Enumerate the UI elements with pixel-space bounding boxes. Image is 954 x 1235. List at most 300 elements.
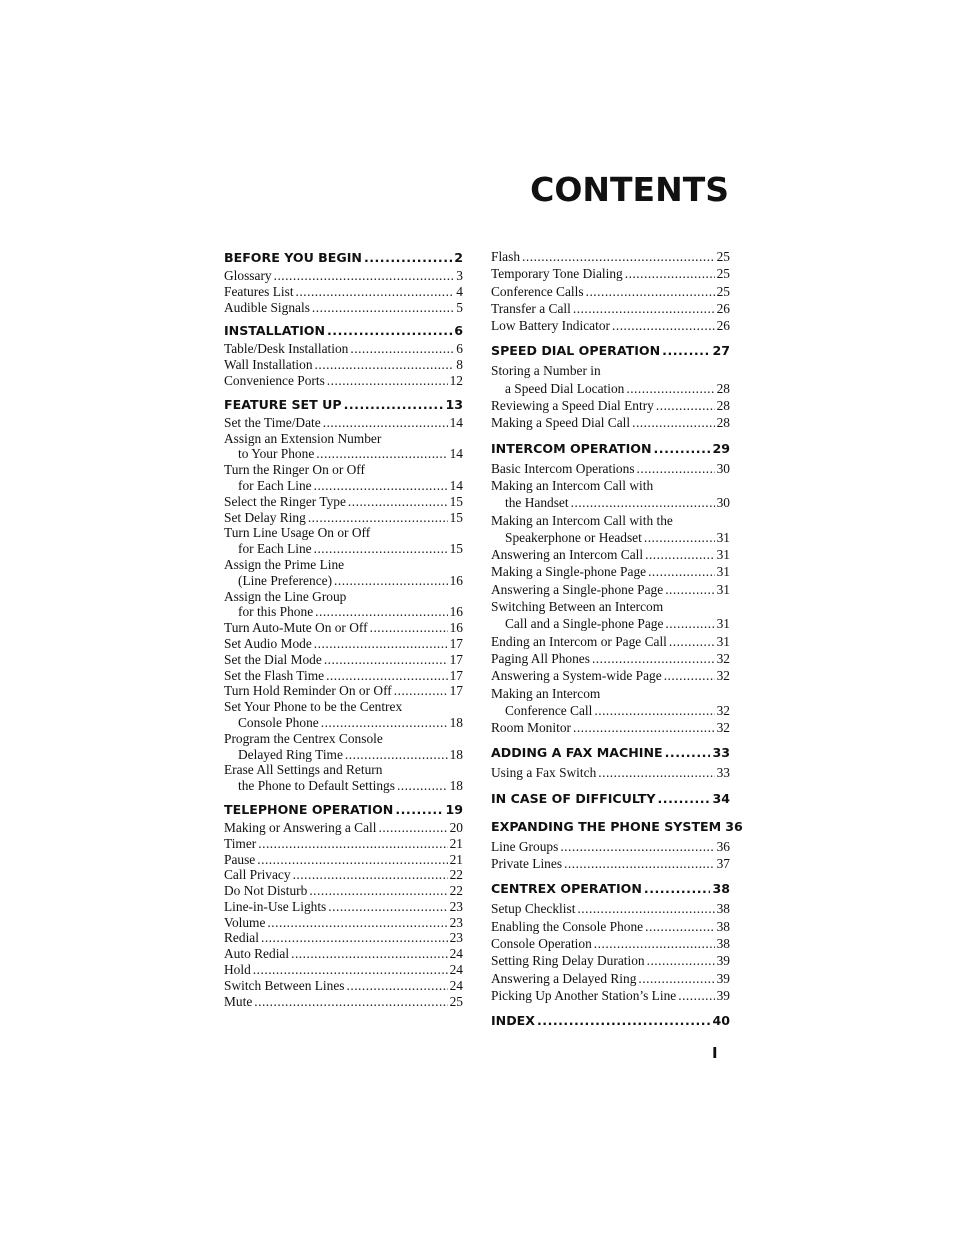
toc-section-heading[interactable] — [491, 742, 730, 764]
entry-label: Room Monitor — [491, 720, 571, 736]
entry-page-number: 24 — [449, 962, 463, 978]
toc-entry[interactable] — [224, 978, 463, 994]
entry-label: a Speed Dial Location — [505, 380, 625, 396]
toc-section-heading[interactable] — [224, 248, 463, 268]
dot-leader — [314, 541, 448, 557]
toc-entry-line[interactable]: Assign the Prime Line — [224, 556, 345, 572]
toc-entry[interactable] — [224, 778, 463, 794]
dot-leader — [632, 414, 715, 431]
entry-label: Set the Flash Time — [224, 667, 325, 683]
dot-leader — [571, 494, 715, 511]
toc-section — [491, 1010, 730, 1032]
entry-page-number: 18 — [449, 714, 463, 730]
entry-page-number: 24 — [449, 977, 463, 993]
entry-label: Low Battery Indicator — [491, 318, 610, 334]
entry-page-number: 23 — [449, 914, 463, 930]
entry-label: Making or Answering a Call — [224, 819, 377, 835]
dot-leader — [394, 683, 448, 699]
entry-page-number: 14 — [449, 477, 463, 493]
toc-section-heading[interactable] — [491, 816, 743, 838]
toc-section — [224, 395, 463, 794]
entry-page-number: 14 — [449, 414, 463, 430]
section-title: INDEX — [491, 1013, 535, 1029]
dot-leader — [261, 930, 448, 946]
entry-label: Table/Desk Installation — [224, 341, 349, 357]
toc-entry-line[interactable]: Assign an Extension Number — [224, 430, 382, 446]
entry-label: for Each Line — [238, 541, 312, 557]
dot-leader — [638, 970, 714, 987]
toc-section — [491, 340, 730, 431]
entry-label: Set Delay Ring — [224, 509, 306, 525]
entry-label: Pause — [224, 851, 256, 867]
entry-page-number: 31 — [716, 547, 730, 563]
toc-entry[interactable] — [224, 899, 463, 915]
dot-leader — [397, 778, 448, 794]
section-page-number: 2 — [454, 250, 463, 265]
entry-page-number: 32 — [716, 668, 730, 684]
toc-entry[interactable] — [224, 620, 463, 636]
section-title: INTERCOM OPERATION — [491, 440, 652, 456]
toc-entry-line[interactable]: Program the Centrex Console — [224, 730, 383, 746]
dot-leader — [560, 838, 714, 855]
toc-section — [491, 742, 730, 781]
section-title: CENTREX OPERATION — [491, 881, 642, 897]
section-page-number: 36 — [725, 818, 743, 834]
dot-leader — [314, 478, 448, 494]
toc-section — [224, 800, 463, 1010]
toc-entry[interactable] — [491, 719, 730, 736]
dot-leader — [656, 397, 715, 414]
dot-leader — [645, 918, 714, 935]
entry-label: Line Groups — [491, 838, 559, 854]
dot-leader — [291, 946, 448, 962]
entry-page-number: 31 — [716, 633, 730, 649]
toc-entry[interactable] — [224, 510, 463, 526]
toc-entry[interactable] — [491, 563, 730, 580]
toc-entry[interactable] — [491, 855, 730, 872]
section-title: INSTALLATION — [224, 323, 325, 339]
dot-leader — [598, 764, 714, 781]
dot-leader — [662, 340, 710, 362]
toc-entry[interactable] — [224, 852, 463, 868]
dot-leader — [378, 820, 447, 836]
entry-label: (Line Preference) — [238, 572, 333, 588]
toc-entry[interactable] — [224, 668, 463, 684]
dot-leader — [665, 615, 714, 632]
toc-entry[interactable] — [224, 836, 463, 852]
dot-leader — [537, 1010, 710, 1032]
toc-entry[interactable] — [491, 317, 730, 334]
entry-page-number: 15 — [449, 541, 463, 557]
dot-leader — [309, 883, 447, 899]
entry-page-number: 25 — [716, 266, 730, 282]
toc-section-heading[interactable] — [491, 878, 730, 900]
toc-entry[interactable] — [224, 300, 463, 316]
dot-leader — [573, 300, 715, 317]
entry-label: Turn Auto-Mute On or Off — [224, 620, 368, 636]
entry-label: Line-in-Use Lights — [224, 898, 327, 914]
entry-page-number: 31 — [716, 581, 730, 597]
entry-page-number: 17 — [449, 635, 463, 651]
entry-page-number: 38 — [716, 935, 730, 951]
dot-leader — [626, 380, 714, 397]
entry-label: Using a Fax Switch — [491, 765, 597, 781]
toc-entry[interactable] — [224, 478, 463, 494]
toc-section — [491, 248, 730, 334]
toc-entry[interactable] — [224, 604, 463, 620]
toc-entry-line[interactable]: Erase All Settings and Return — [224, 762, 383, 778]
toc-entry[interactable] — [491, 529, 730, 546]
entry-page-number: 8 — [456, 357, 463, 373]
toc-entry[interactable] — [491, 300, 730, 317]
toc-entry[interactable] — [491, 764, 730, 781]
entry-page-number: 12 — [449, 372, 463, 388]
toc-entry[interactable] — [224, 357, 463, 373]
dot-leader — [625, 265, 715, 282]
section-title: FEATURE SET UP — [224, 396, 342, 412]
toc-entry[interactable] — [491, 702, 730, 719]
entry-label: Glossary — [224, 268, 272, 283]
entry-page-number: 25 — [716, 283, 730, 299]
dot-leader — [314, 636, 448, 652]
entry-page-number: 32 — [716, 650, 730, 666]
entry-page-number: 4 — [456, 283, 463, 299]
dot-leader — [658, 788, 711, 810]
entry-label: Do Not Disturb — [224, 883, 308, 899]
page-title: CONTENTS — [530, 170, 729, 209]
section-title: BEFORE YOU BEGIN — [224, 250, 362, 265]
entry-page-number: 17 — [449, 683, 463, 699]
toc-entry[interactable] — [224, 652, 463, 668]
dot-leader — [344, 395, 444, 415]
dot-leader — [395, 800, 443, 820]
entry-label: Flash — [491, 249, 521, 264]
entry-label: Set Audio Mode — [224, 635, 312, 651]
entry-label: Answering an Intercom Call — [491, 547, 644, 563]
toc-entry[interactable] — [491, 633, 730, 650]
toc-section-heading[interactable] — [491, 340, 730, 362]
entry-page-number: 14 — [449, 446, 463, 462]
toc-entry[interactable] — [491, 414, 730, 431]
entry-label: Delayed Ring Time — [238, 746, 343, 762]
dot-leader — [254, 994, 447, 1010]
dot-leader — [327, 373, 448, 389]
entry-page-number: 28 — [716, 380, 730, 396]
entry-label: Wall Installation — [224, 357, 313, 373]
toc-entry[interactable] — [224, 341, 463, 357]
entry-page-number: 28 — [716, 415, 730, 431]
toc-entry[interactable] — [224, 946, 463, 962]
entry-label: Temporary Tone Dialing — [491, 266, 623, 282]
section-title: SPEED DIAL OPERATION — [491, 343, 661, 359]
entry-page-number: 16 — [449, 572, 463, 588]
entry-page-number: 16 — [449, 620, 463, 636]
dot-leader — [577, 900, 714, 917]
dot-leader — [323, 415, 448, 431]
entry-label: Convenience Ports — [224, 372, 325, 388]
entry-page-number: 32 — [716, 720, 730, 736]
entry-label: Making a Single-phone Page — [491, 564, 647, 580]
section-page-number: 27 — [712, 343, 730, 359]
toc-entry[interactable] — [491, 935, 730, 952]
entry-page-number: 15 — [449, 509, 463, 525]
toc-section-heading[interactable] — [224, 395, 463, 415]
entry-label: for Each Line — [238, 477, 312, 493]
entry-page-number: 17 — [449, 651, 463, 667]
toc-entry[interactable] — [491, 283, 730, 300]
section-title: IN CASE OF DIFFICULTY — [491, 790, 656, 806]
dot-leader — [308, 510, 448, 526]
toc-entry[interactable] — [491, 918, 730, 935]
toc-entry[interactable] — [224, 573, 463, 589]
toc-section-heading[interactable] — [491, 788, 730, 810]
dot-leader — [647, 952, 715, 969]
entry-label: Audible Signals — [224, 299, 310, 315]
toc-entry[interactable] — [224, 683, 463, 699]
dot-leader — [334, 573, 448, 589]
section-page-number: 38 — [712, 881, 730, 897]
entry-page-number: 20 — [449, 819, 463, 835]
toc-entry-line[interactable]: Switching Between an Intercom — [491, 599, 664, 615]
dot-leader — [573, 719, 715, 736]
dot-leader — [637, 460, 715, 477]
dot-leader — [645, 546, 715, 563]
toc-entry[interactable] — [224, 915, 463, 931]
entry-label: the Handset — [505, 495, 569, 511]
toc-entry[interactable] — [224, 820, 463, 836]
toc-section — [224, 321, 463, 388]
entry-page-number: 24 — [449, 946, 463, 962]
entry-label: Ending an Intercom or Page Call — [491, 633, 667, 649]
toc-entry[interactable] — [224, 446, 463, 462]
entry-label: Conference Call — [505, 702, 593, 718]
section-page-number: 40 — [712, 1013, 730, 1029]
entry-page-number: 22 — [449, 867, 463, 883]
toc-entry[interactable] — [224, 373, 463, 389]
toc-entry[interactable] — [491, 380, 730, 397]
dot-leader — [665, 581, 714, 598]
toc-left-column — [224, 248, 463, 1009]
toc-entry-line[interactable]: Assign the Line Group — [224, 588, 347, 604]
entry-label: Switch Between Lines — [224, 977, 345, 993]
dot-leader — [315, 604, 447, 620]
dot-leader — [665, 742, 711, 764]
entry-page-number: 6 — [456, 341, 463, 357]
entry-page-number: 39 — [716, 970, 730, 986]
section-title: ADDING A FAX MACHINE — [491, 745, 663, 761]
toc-section — [491, 816, 743, 873]
dot-leader — [293, 867, 448, 883]
entry-page-number: 21 — [449, 835, 463, 851]
entry-page-number: 39 — [716, 987, 730, 1003]
entry-label: Reviewing a Speed Dial Entry — [491, 398, 654, 414]
dot-leader — [324, 652, 448, 668]
dot-leader — [370, 620, 448, 636]
toc-entry-line[interactable]: Turn Line Usage On or Off — [224, 525, 371, 541]
dot-leader — [274, 268, 455, 284]
dot-leader — [522, 248, 715, 265]
toc-entry[interactable] — [224, 747, 463, 763]
toc-entry[interactable] — [224, 930, 463, 946]
dot-leader — [347, 978, 448, 994]
entry-label: the Phone to Default Settings — [238, 778, 395, 794]
entry-label: Setting Ring Delay Duration — [491, 953, 645, 969]
dot-leader — [564, 855, 715, 872]
entry-label: Enabling the Console Phone — [491, 918, 644, 934]
toc-section — [491, 878, 730, 1004]
toc-entry[interactable] — [224, 715, 463, 731]
entry-label: Mute — [224, 993, 253, 1009]
entry-page-number: 30 — [716, 460, 730, 476]
entry-page-number: 5 — [456, 299, 463, 315]
entry-page-number: 16 — [449, 604, 463, 620]
entry-label: Paging All Phones — [491, 650, 590, 666]
toc-entry[interactable] — [491, 987, 730, 1004]
section-page-number: 29 — [712, 440, 730, 456]
entry-page-number: 38 — [716, 918, 730, 934]
toc-entry[interactable] — [224, 883, 463, 899]
entry-label: Features List — [224, 283, 294, 299]
entry-page-number: 25 — [449, 993, 463, 1009]
entry-page-number: 26 — [716, 318, 730, 334]
toc-entry[interactable] — [491, 667, 730, 684]
toc-entry[interactable] — [491, 900, 730, 917]
page-number: I — [712, 1044, 718, 1062]
dot-leader — [592, 650, 715, 667]
entry-page-number: 23 — [449, 930, 463, 946]
dot-leader — [315, 357, 455, 373]
entry-label: Private Lines — [491, 856, 563, 872]
dot-leader — [594, 702, 714, 719]
toc-entry-line[interactable]: Making an Intercom Call with — [491, 477, 654, 493]
toc-entry[interactable] — [491, 650, 730, 667]
entry-label: Call and a Single-phone Page — [505, 616, 664, 632]
toc-entry-line[interactable]: Storing a Number in — [491, 363, 601, 379]
dot-leader — [327, 321, 452, 341]
toc-entry[interactable] — [491, 970, 730, 987]
toc-entry-line[interactable]: Turn the Ringer On or Off — [224, 462, 365, 478]
dot-leader — [267, 915, 447, 931]
dot-leader — [328, 899, 447, 915]
entry-label: Console Phone — [238, 714, 319, 730]
entry-label: Conference Calls — [491, 283, 584, 299]
dot-leader — [586, 283, 715, 300]
section-title: EXPANDING THE PHONE SYSTEM — [491, 818, 722, 834]
entry-page-number: 31 — [716, 616, 730, 632]
entry-label: Turn Hold Reminder On or Off — [224, 683, 392, 699]
entry-page-number: 26 — [716, 300, 730, 316]
toc-entry[interactable] — [491, 581, 730, 598]
entry-page-number: 31 — [716, 564, 730, 580]
entry-label: Transfer a Call — [491, 300, 571, 316]
toc-entry-line[interactable]: Set Your Phone to be the Centrex — [224, 699, 403, 715]
entry-label: Answering a Delayed Ring — [491, 970, 637, 986]
entry-page-number: 23 — [449, 898, 463, 914]
toc-entry[interactable] — [491, 397, 730, 414]
toc-entry[interactable] — [224, 867, 463, 883]
dot-leader — [312, 300, 454, 316]
toc-section-heading[interactable] — [224, 800, 463, 820]
dot-leader — [669, 633, 715, 650]
toc-entry[interactable] — [224, 636, 463, 652]
entry-label: to Your Phone — [238, 446, 315, 462]
toc-entry-line[interactable]: Making an Intercom — [491, 685, 601, 701]
entry-page-number: 3 — [456, 268, 463, 283]
dot-leader — [257, 852, 447, 868]
entry-label: Answering a Single-phone Page — [491, 581, 664, 597]
toc-right-column — [491, 248, 743, 1032]
toc-entry[interactable] — [491, 615, 730, 632]
entry-label: for this Phone — [238, 604, 314, 620]
section-page-number: 6 — [454, 323, 463, 339]
entry-label: Basic Intercom Operations — [491, 460, 635, 476]
dot-leader — [648, 563, 715, 580]
toc-entry[interactable] — [491, 952, 730, 969]
entry-label: Answering a System-wide Page — [491, 668, 662, 684]
toc-entry[interactable] — [491, 546, 730, 563]
toc-entry-line[interactable]: Making an Intercom Call with the — [491, 512, 673, 528]
entry-label: Auto Redial — [224, 946, 290, 962]
dot-leader — [350, 341, 454, 357]
toc-entry[interactable] — [224, 962, 463, 978]
entry-label: Making a Speed Dial Call — [491, 415, 631, 431]
entry-label: Call Privacy — [224, 867, 291, 883]
dot-leader — [678, 987, 714, 1004]
dot-leader — [594, 935, 715, 952]
toc-entry[interactable] — [491, 265, 730, 282]
entry-page-number: 39 — [716, 953, 730, 969]
dot-leader — [253, 962, 448, 978]
section-title: TELEPHONE OPERATION — [224, 801, 394, 817]
section-page-number: 13 — [445, 396, 463, 412]
dot-leader — [296, 284, 455, 300]
section-page-number: 19 — [445, 801, 463, 817]
toc-entry[interactable] — [224, 284, 463, 300]
toc-entry[interactable] — [224, 415, 463, 431]
toc-section-heading[interactable] — [224, 321, 463, 341]
toc-section — [491, 788, 730, 810]
toc-entry[interactable] — [224, 494, 463, 510]
entry-page-number: 36 — [716, 838, 730, 854]
entry-page-number: 37 — [716, 856, 730, 872]
dot-leader — [258, 836, 447, 852]
entry-label: Volume — [224, 914, 266, 930]
toc-entry[interactable] — [224, 268, 463, 284]
dot-leader — [654, 438, 711, 460]
entry-page-number: 17 — [449, 667, 463, 683]
entry-page-number: 15 — [449, 493, 463, 509]
toc-section — [491, 438, 730, 737]
toc-entry[interactable] — [491, 494, 730, 511]
entry-page-number: 30 — [716, 495, 730, 511]
entry-label: Picking Up Another Station’s Line — [491, 987, 677, 1003]
toc-entry[interactable] — [224, 994, 463, 1010]
dot-leader — [612, 317, 715, 334]
toc-entry[interactable] — [224, 541, 463, 557]
dot-leader — [664, 667, 715, 684]
toc-entry[interactable] — [491, 460, 730, 477]
entry-label: Set the Dial Mode — [224, 651, 322, 667]
entry-label: Set the Time/Date — [224, 414, 321, 430]
toc-entry[interactable] — [491, 838, 730, 855]
toc-section-heading[interactable] — [491, 438, 730, 460]
toc-entry[interactable] — [491, 248, 730, 265]
entry-page-number: 22 — [449, 883, 463, 899]
dot-leader — [345, 747, 448, 763]
entry-label: Timer — [224, 835, 257, 851]
toc-section-heading[interactable] — [491, 1010, 730, 1032]
entry-label: Speakerphone or Headset — [505, 529, 642, 545]
